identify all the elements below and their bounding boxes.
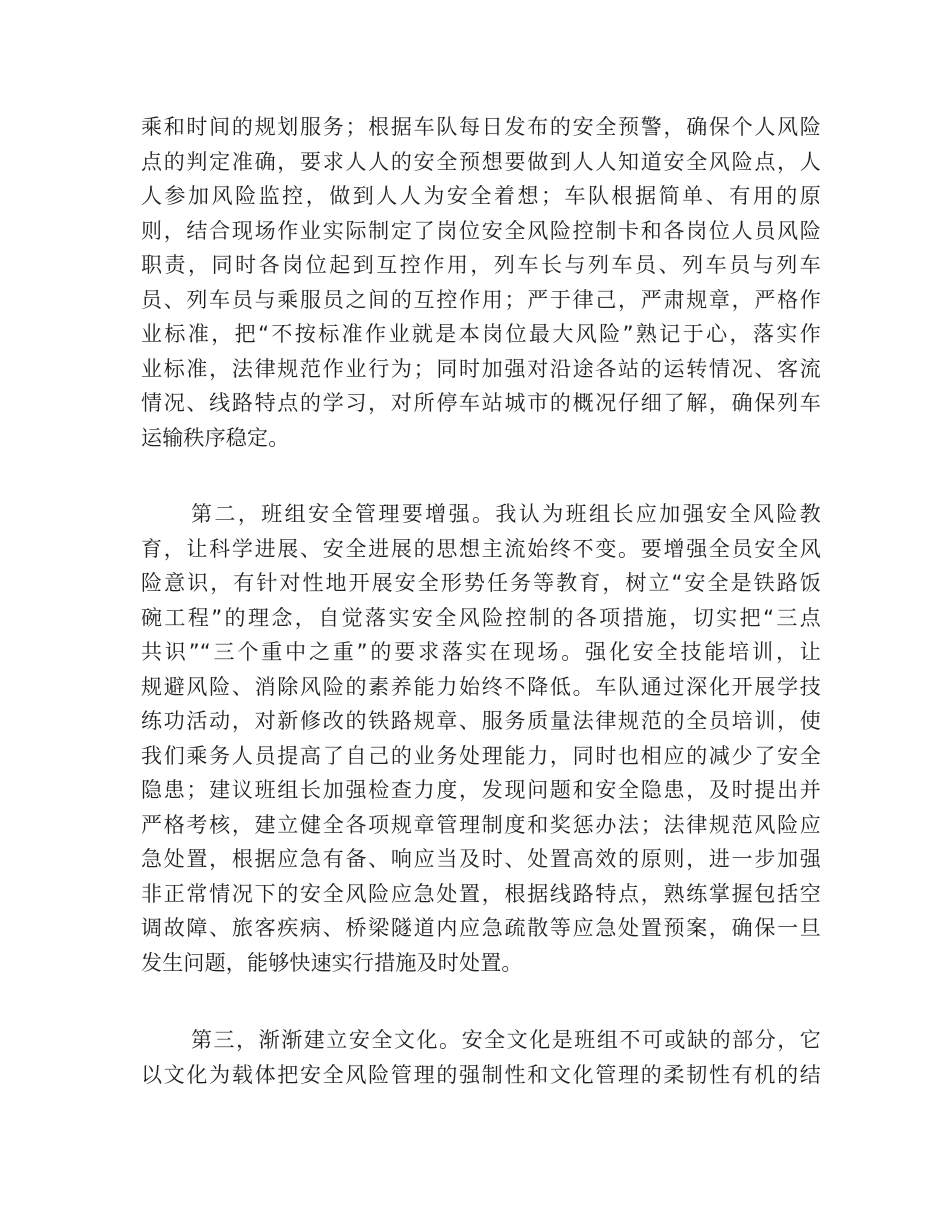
text-line: 发生问题，能够快速实行措施及时处置。	[141, 950, 523, 975]
text-line: 则，结合现场作业实际制定了岗位安全风险控制卡和各岗位人员风险	[141, 218, 821, 243]
text-line: 职责，同时各岗位起到互控作用，列车长与列车员、列车员与列车	[141, 253, 821, 277]
text-line: 隐患；建议班组长加强检查力度，发现问题和安全隐患，及时提出并	[141, 778, 821, 802]
text-line: 运输秩序稳定。	[141, 425, 290, 450]
text-line: 急处置，根据应急有备、响应当及时、处置高效的原则，进一步加强	[141, 847, 821, 871]
paragraph-3	[141, 1023, 821, 1092]
text-line: 险意识，有针对性地开展安全形势任务等教育，树立“安全是铁路饭	[141, 571, 821, 595]
text-line: 乘和时间的规划服务；根据车队每日发布的安全预警，确保个人风险	[141, 115, 821, 139]
text-line: 严格考核，建立健全各项规章管理制度和奖惩办法；法律规范风险应	[141, 812, 821, 837]
text-line: 第三，渐渐建立安全文化。安全文化是班组不可或缺的部分，它	[191, 1028, 821, 1052]
text-line: 业标准，法律规范作业行为；同时加强对沿途各站的运转情况、客流	[141, 356, 821, 381]
text-line: 以文化为载体把安全风险管理的强制性和文化管理的柔韧性有机的结	[141, 1062, 821, 1087]
text-line: 我们乘务人员提高了自己的业务处理能力，同时也相应的减少了安全	[141, 743, 821, 768]
paragraph-2	[141, 497, 821, 980]
text-line: 共识”“三个重中之重”的要求落实在现场。强化安全技能培训，让	[141, 640, 821, 664]
text-line: 碗工程”的理念，自觉落实安全风险控制的各项措施，切实把“三点	[141, 605, 821, 630]
text-line: 非正常情况下的安全风险应急处置，根据线路特点，熟练掌握包括空	[141, 881, 821, 906]
text-line: 第二，班组安全管理要增强。我认为班组长应加强安全风险教	[191, 502, 821, 526]
text-line: 业标准，把“不按标准作业就是本岗位最大风险”熟记于心，落实作	[141, 322, 821, 346]
text-line: 育，让科学进展、安全进展的思想主流始终不变。要增强全员安全风	[141, 536, 821, 561]
text-line: 调故障、旅客疾病、桥梁隧道内应急疏散等应急处置预案，确保一旦	[141, 916, 821, 940]
text-line: 情况、线路特点的学习，对所停车站城市的概况仔细了解，确保列车	[141, 391, 821, 415]
text-line: 规避风险、消除风险的素养能力始终不降低。车队通过深化开展学技	[141, 674, 821, 699]
paragraph-1	[141, 110, 821, 455]
text-line: 练功活动，对新修改的铁路规章、服务质量法律规范的全员培训，使	[141, 709, 821, 733]
text-line: 员、列车员与乘服员之间的互控作用；严于律己，严肃规章，严格作	[141, 287, 821, 312]
text-line: 点的判定准确，要求人人的安全预想要做到人人知道安全风险点，人	[141, 149, 821, 174]
text-line: 人参加风险监控，做到人人为安全着想；车队根据简单、有用的原	[141, 184, 821, 208]
